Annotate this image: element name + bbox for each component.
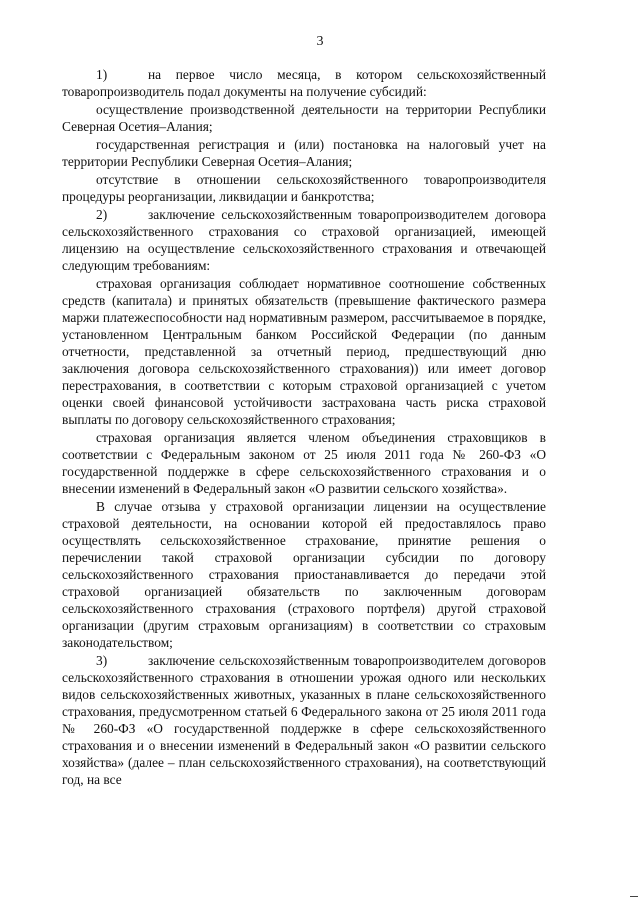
paragraph-text: на первое число месяца, в котором сельскохозяйственный товаропроизводитель подал документы на получение субсидий: [62, 67, 546, 99]
paragraph: осуществление производственной деятельности на территории Республики Северная Осетия–Алания; [62, 102, 546, 134]
paragraph: отсутствие в отношении сельскохозяйственного товаропроизводителя процедуры реорганизации, ликвидации и банкротства; [62, 172, 546, 204]
paragraph-text: заключение сельскохозяйственным товаропроизводителем договора сельскохозяйственного страхования со страховой организацией, имеющей лицензию на осуществление сельскохозяйственного страхования и отвечающей следующим требованиям: [62, 207, 546, 273]
item-number: 2) [96, 207, 108, 222]
paragraph: страховая организация соблюдает нормативное соотношение собственных средств (капитала) и принятых обязательств (превышение фактического размера маржи платежеспособности над нормативным размером, рассчитываемое в порядке, установленном Центральным банком Российской Федерации (по данным отчетности, представленной за отчетный период, предшествующий дню заключения договора сельскохозяйственного страхования)) или имеет договор перестрахования, в соответствии с которым страховой организацией с учетом оценки своей финансовой устойчивости застрахована часть риска страховой выплаты по договору сельскохозяйственного страхования; [62, 276, 546, 427]
paragraph-item-2 [62, 206, 546, 274]
paragraph: страховая организация является членом объединения страховщиков в соответствии с Федеральным законом от 25 июля 2011 года № 260-ФЗ «О государственной поддержке в сфере сельскохозяйственного страхования и о внесении изменений в Федеральный закон «О развитии сельского хозяйства». [62, 430, 546, 496]
scan-mark [630, 896, 638, 897]
document-body [62, 66, 546, 788]
paragraph: государственная регистрация и (или) постановка на налоговый учет на территории Республики Северная Осетия–Алания; [62, 137, 546, 169]
paragraph: В случае отзыва у страховой организации лицензии на осуществление страховой деятельности, на основании которой ей предоставлялось право осуществлять сельскохозяйственное страхование, принятие решения о перечислении такой страховой организации субсидии по договору сельскохозяйственного страхования приостанавливается до передачи этой страховой организацией обязательств по заключенным договорам сельскохозяйственного страхования (страхового портфеля) другой страховой организации (другим страховым организациям) в соответствии со страховым законодательством; [62, 499, 546, 650]
page-number: 3 [316, 34, 324, 49]
paragraph-item-1 [62, 66, 546, 100]
paragraph-text: заключение сельскохозяйственным товаропроизводителем договоров сельскохозяйственного страхования в отношении урожая одного или нескольких видов сельскохозяйственных животных, указанных в плане сельскохозяйственного страхования, предусмотренном статьей 6 Федерального закона от 25 июля 2011 года № 260-ФЗ «О государственной поддержке в сфере сельскохозяйственного страхования и о внесении изменений в Федеральный закон «О развитии сельского хозяйства» (далее – план сельскохозяйственного страхования), на соответствующий год, на все [62, 653, 546, 787]
item-number: 1) [96, 67, 108, 82]
paragraph-item-3 [62, 652, 546, 788]
item-number: 3) [96, 653, 108, 668]
